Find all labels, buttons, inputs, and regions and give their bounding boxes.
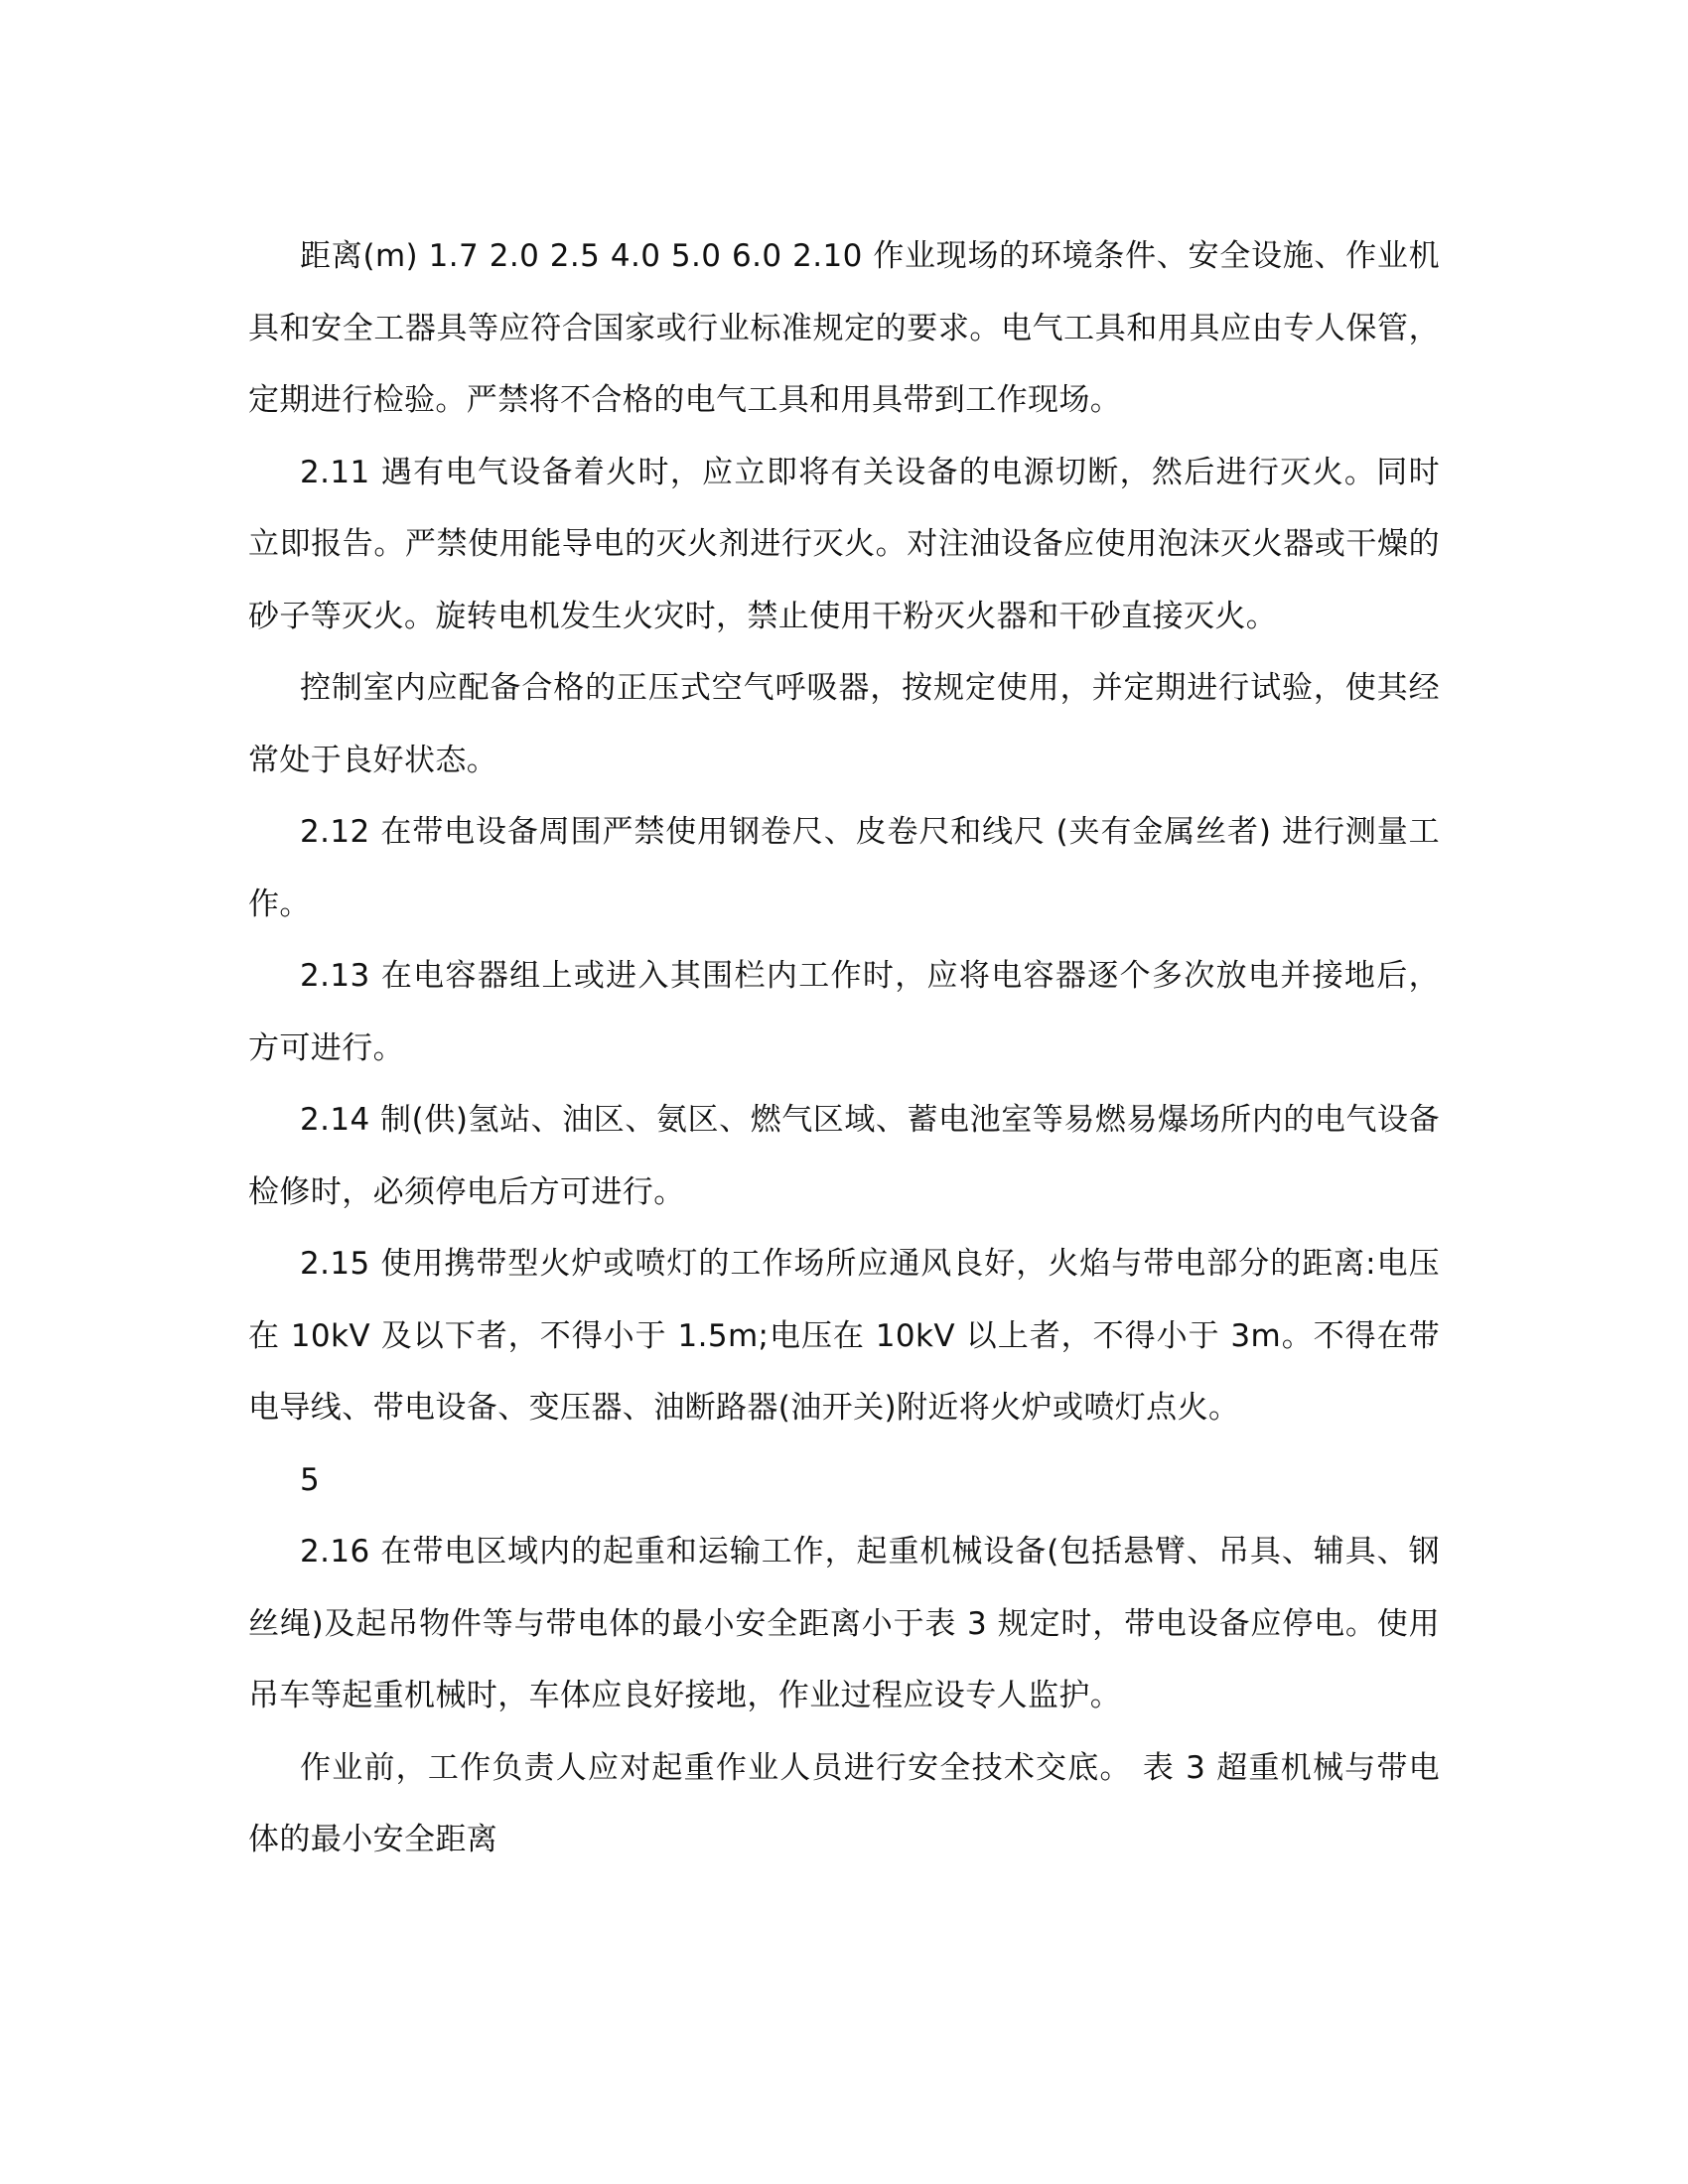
- paragraph-breathing-apparatus: 控制室内应配备合格的正压式空气呼吸器，按规定使用，并定期进行试验，使其经常处于良好状态。: [248, 670, 1440, 778]
- paragraph-distance-and-tools: 距离(m) 1.7 2.0 2.5 4.0 5.0 6.0 2.10 作业现场的环境条件、安全设施、作业机具和安全工器具等应符合国家或行业标准规定的要求。电气工具和用具应由专人保管，定期进行检验。严禁将不合格的电气工具和用具带到工作现场。: [248, 238, 1440, 418]
- page-number: 5: [300, 1461, 321, 1498]
- paragraph-2-11-fire: 2.11 遇有电气设备着火时，应立即将有关设备的电源切断，然后进行灭火。同时立即报告。严禁使用能导电的灭火剂进行灭火。对注油设备应使用泡沫灭火器或干燥的砂子等灭火。旋转电机发生火灾时，禁止使用干粉灭火器和干砂直接灭火。: [248, 454, 1440, 634]
- paragraph-2-15-torch: 2.15 使用携带型火炉或喷灯的工作场所应通风良好，火焰与带电部分的距离:电压在 10kV 及以下者，不得小于 1.5m;电压在 10kV 以上者，不得小于 3m。不得在带电导线、带电设备、变压器、油断路器(油开关)附近将火炉或喷灯点火。: [248, 1246, 1440, 1426]
- paragraph-pre-work-briefing: 作业前，工作负责人应对起重作业人员进行安全技术交底。 表 3 超重机械与带电体的最小安全距离: [248, 1749, 1440, 1857]
- paragraph-2-16-lifting: 2.16 在带电区域内的起重和运输工作，起重机械设备(包括悬臂、吊具、辅具、钢丝绳)及起吊物件等与带电体的最小安全距离小于表 3 规定时，带电设备应停电。使用吊车等起重机械时，车体应良好接地，作业过程应设专人监护。: [248, 1534, 1440, 1713]
- paragraph-2-13-capacitor: 2.13 在电容器组上或进入其围栏内工作时，应将电容器逐个多次放电并接地后，方可进行。: [248, 958, 1440, 1066]
- document-body: [248, 220, 1440, 1876]
- paragraph-2-12-measuring: 2.12 在带电设备周围严禁使用钢卷尺、皮卷尺和线尺 (夹有金属丝者) 进行测量工作。: [248, 814, 1440, 922]
- paragraph-2-14-hazard-areas: 2.14 制(供)氢站、油区、氨区、燃气区域、蓄电池室等易燃易爆场所内的电气设备检修时，必须停电后方可进行。: [248, 1102, 1440, 1210]
